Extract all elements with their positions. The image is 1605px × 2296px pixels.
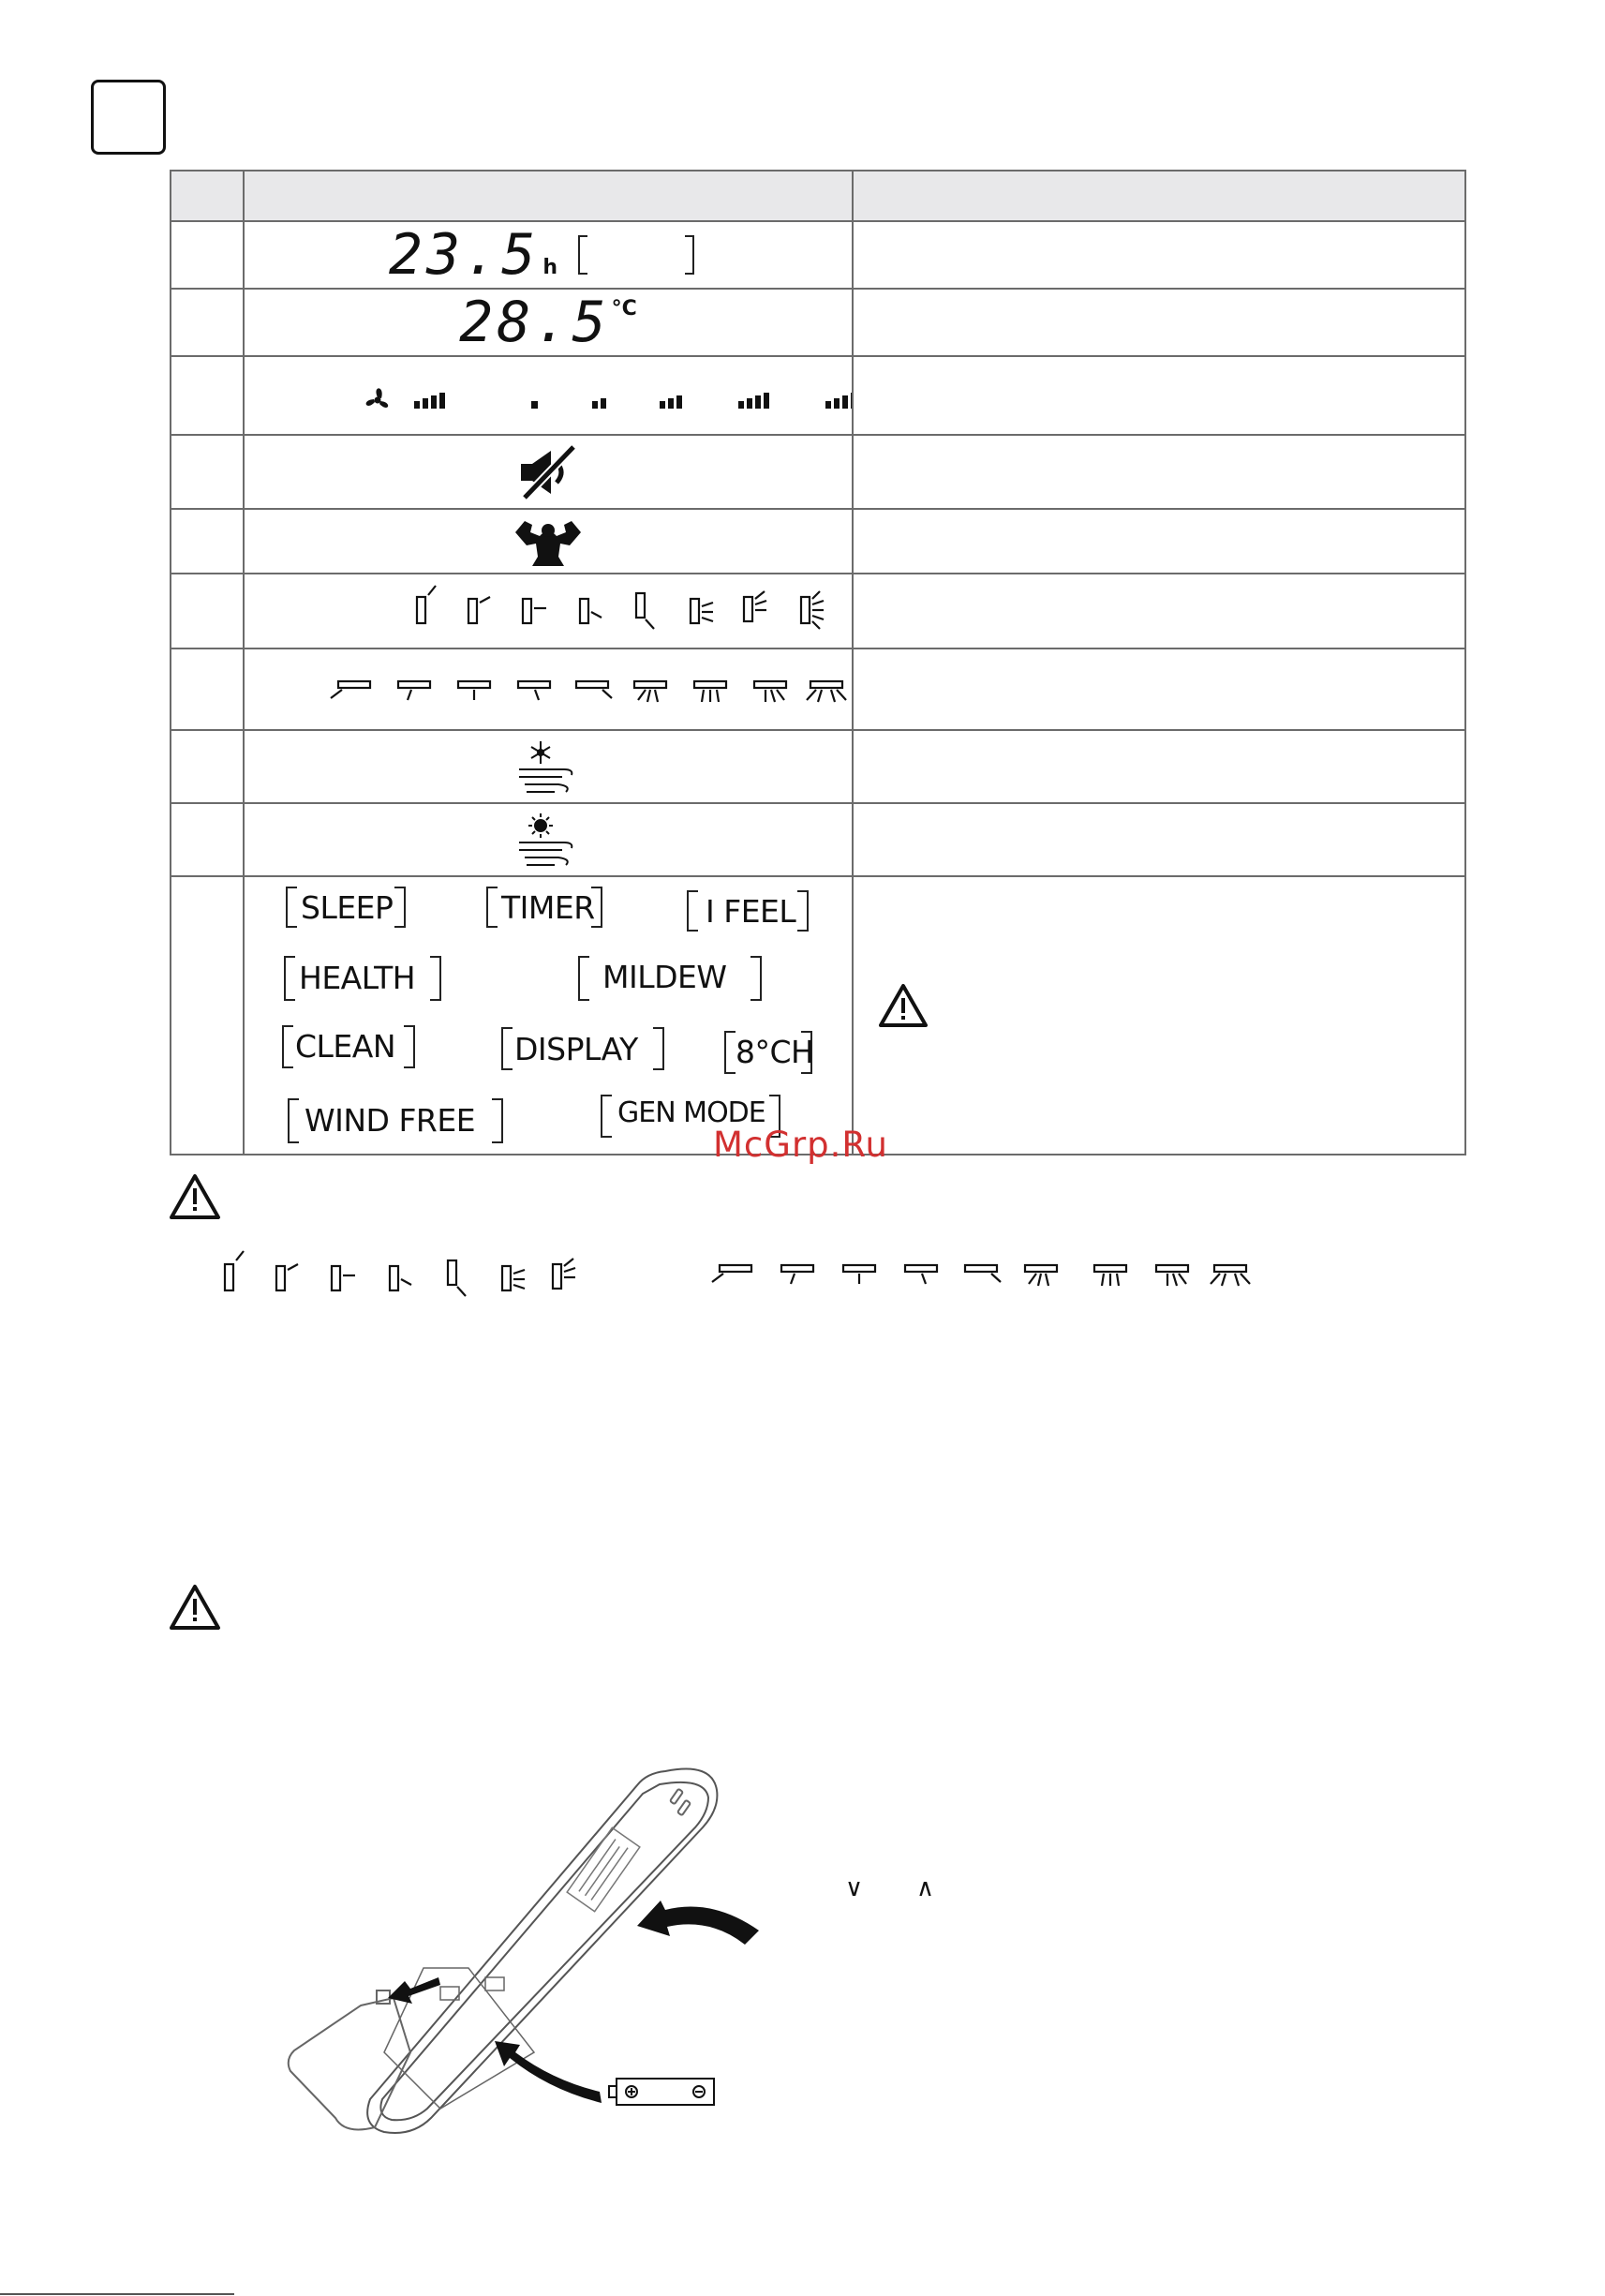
vswing-pos-5-icon [636, 593, 654, 629]
heat-wind-sun-icon [515, 809, 581, 871]
remote-vent-slots [670, 1789, 691, 1816]
vswing-pos-3-icon [523, 599, 546, 623]
hswing-pos-8-icon [754, 681, 786, 702]
note-hswing-7-icon [1094, 1265, 1126, 1286]
temperature-lcd-value: 28.5 [459, 290, 610, 355]
remote-battery-diagram [272, 1752, 759, 2146]
arrow-up-icon: ∧ [916, 1874, 935, 1902]
sleep-label: SLEEP [301, 889, 394, 926]
cool-wind-snowflake-icon [515, 736, 581, 798]
note-vswing-1-icon [225, 1251, 244, 1290]
note-hswing-5-icon [965, 1265, 1001, 1282]
vswing-pos-8-icon [801, 591, 824, 629]
health-label: HEALTH [299, 960, 416, 996]
header-number-cell [171, 171, 244, 221]
note-vswing-5-icon [448, 1260, 466, 1296]
fan-level-4-icon [738, 393, 769, 409]
battery-insert-arrow [495, 2041, 602, 2103]
hswing-pos-1-icon [331, 681, 370, 698]
vertical-swing-symbol-cell [244, 574, 853, 649]
mute-speaker-icon [515, 443, 581, 501]
note-hswing-1-icon [712, 1265, 751, 1282]
table-row [171, 574, 1465, 649]
ifeel-label: I FEEL [706, 893, 796, 930]
vswing-pos-7-icon [744, 591, 766, 621]
mildew-label: MILDEW [602, 959, 727, 995]
mute-symbol-cell [244, 435, 853, 509]
hswing-pos-4-icon [518, 681, 550, 700]
hswing-pos-2-icon [398, 681, 430, 700]
cover-remove-arrow [388, 1977, 440, 2004]
note-hswing-2-icon [781, 1265, 813, 1284]
table-row [171, 730, 1465, 803]
turbo-symbol-cell [244, 509, 853, 574]
fan-speed-icons [245, 357, 852, 429]
watermark: McGrp.Ru [713, 1125, 888, 1165]
warning-icon [878, 982, 929, 1029]
table-row [171, 803, 1465, 876]
footer-rule [0, 2293, 234, 2295]
fan-speed-symbol-cell [244, 356, 853, 435]
table-row [171, 649, 1465, 730]
note-hswing-8-icon [1156, 1265, 1188, 1286]
timer-lcd-value: 23.5 [388, 222, 540, 288]
hswing-pos-5-icon [576, 681, 612, 698]
arrow-down-icon: ∨ [845, 1874, 864, 1902]
header-symbol-cell [244, 171, 853, 221]
gen-mode-label: GEN MODE [617, 1096, 765, 1129]
note-hswing-4-icon [905, 1265, 937, 1284]
note-vswing-4-icon [390, 1266, 411, 1290]
temperature-unit: °C [611, 296, 637, 321]
temperature-symbol-cell [244, 289, 853, 356]
timer-label: TIMER [501, 889, 595, 926]
8ch-label: 8°CH [736, 1034, 814, 1070]
battery-icon [609, 2079, 714, 2105]
table-header-row [171, 171, 1465, 221]
note-vswing-7-icon [553, 1259, 575, 1289]
vswing-pos-2-icon [468, 597, 490, 623]
vswing-pos-4-icon [580, 599, 602, 623]
note-vswing-2-icon [276, 1264, 298, 1290]
fan-level-5-icon [825, 393, 852, 409]
insert-arrow-icon [637, 1901, 759, 1945]
note-vswing-3-icon [332, 1266, 355, 1290]
table-row [171, 221, 1465, 289]
cool-wind-symbol-cell [244, 730, 853, 803]
warning-icon [169, 1583, 221, 1632]
heat-wind-symbol-cell [244, 803, 853, 876]
note-vswing-6-icon [502, 1266, 525, 1290]
fan-level-2-icon [592, 398, 606, 409]
warning-icon [169, 1172, 221, 1221]
note-vertical-swing-icons [215, 1242, 609, 1298]
table-row [171, 435, 1465, 509]
fan-level-auto-icon [414, 393, 445, 409]
table-row [171, 876, 1465, 1155]
timer-empty-bracket-icon [576, 233, 707, 276]
fan-level-1-icon [531, 401, 538, 409]
hswing-pos-9-icon [807, 681, 846, 702]
fan-icon [366, 388, 389, 408]
note-hswing-3-icon [843, 1265, 875, 1284]
timer-symbol-cell [244, 221, 853, 289]
vswing-pos-6-icon [691, 599, 713, 623]
note-horizontal-swing-icons [708, 1246, 1271, 1303]
features-description-cell [853, 876, 1465, 1155]
clean-label: CLEAN [295, 1028, 396, 1065]
page-number-box [91, 80, 166, 155]
hswing-pos-3-icon [458, 681, 490, 700]
display-label: DISPLAY [514, 1031, 638, 1067]
note-hswing-6-icon [1025, 1265, 1057, 1286]
timer-unit: h [542, 255, 558, 279]
table-row [171, 356, 1465, 435]
wind-free-label: WIND FREE [305, 1102, 476, 1139]
hswing-pos-6-icon [634, 681, 666, 702]
horizontal-swing-symbol-cell [244, 649, 853, 730]
table-row [171, 509, 1465, 574]
feature-labels-cell [244, 876, 853, 1155]
fan-level-3-icon [660, 395, 682, 409]
vertical-swing-icons [245, 574, 852, 643]
vswing-pos-1-icon [417, 586, 436, 623]
table-row [171, 289, 1465, 356]
header-description-cell [853, 171, 1465, 221]
horizontal-swing-icons [245, 649, 852, 724]
lcd-symbol-table [170, 170, 1466, 1155]
note-hswing-9-icon [1211, 1265, 1250, 1286]
turbo-muscle-icon [512, 515, 585, 568]
hswing-pos-7-icon [694, 681, 726, 702]
